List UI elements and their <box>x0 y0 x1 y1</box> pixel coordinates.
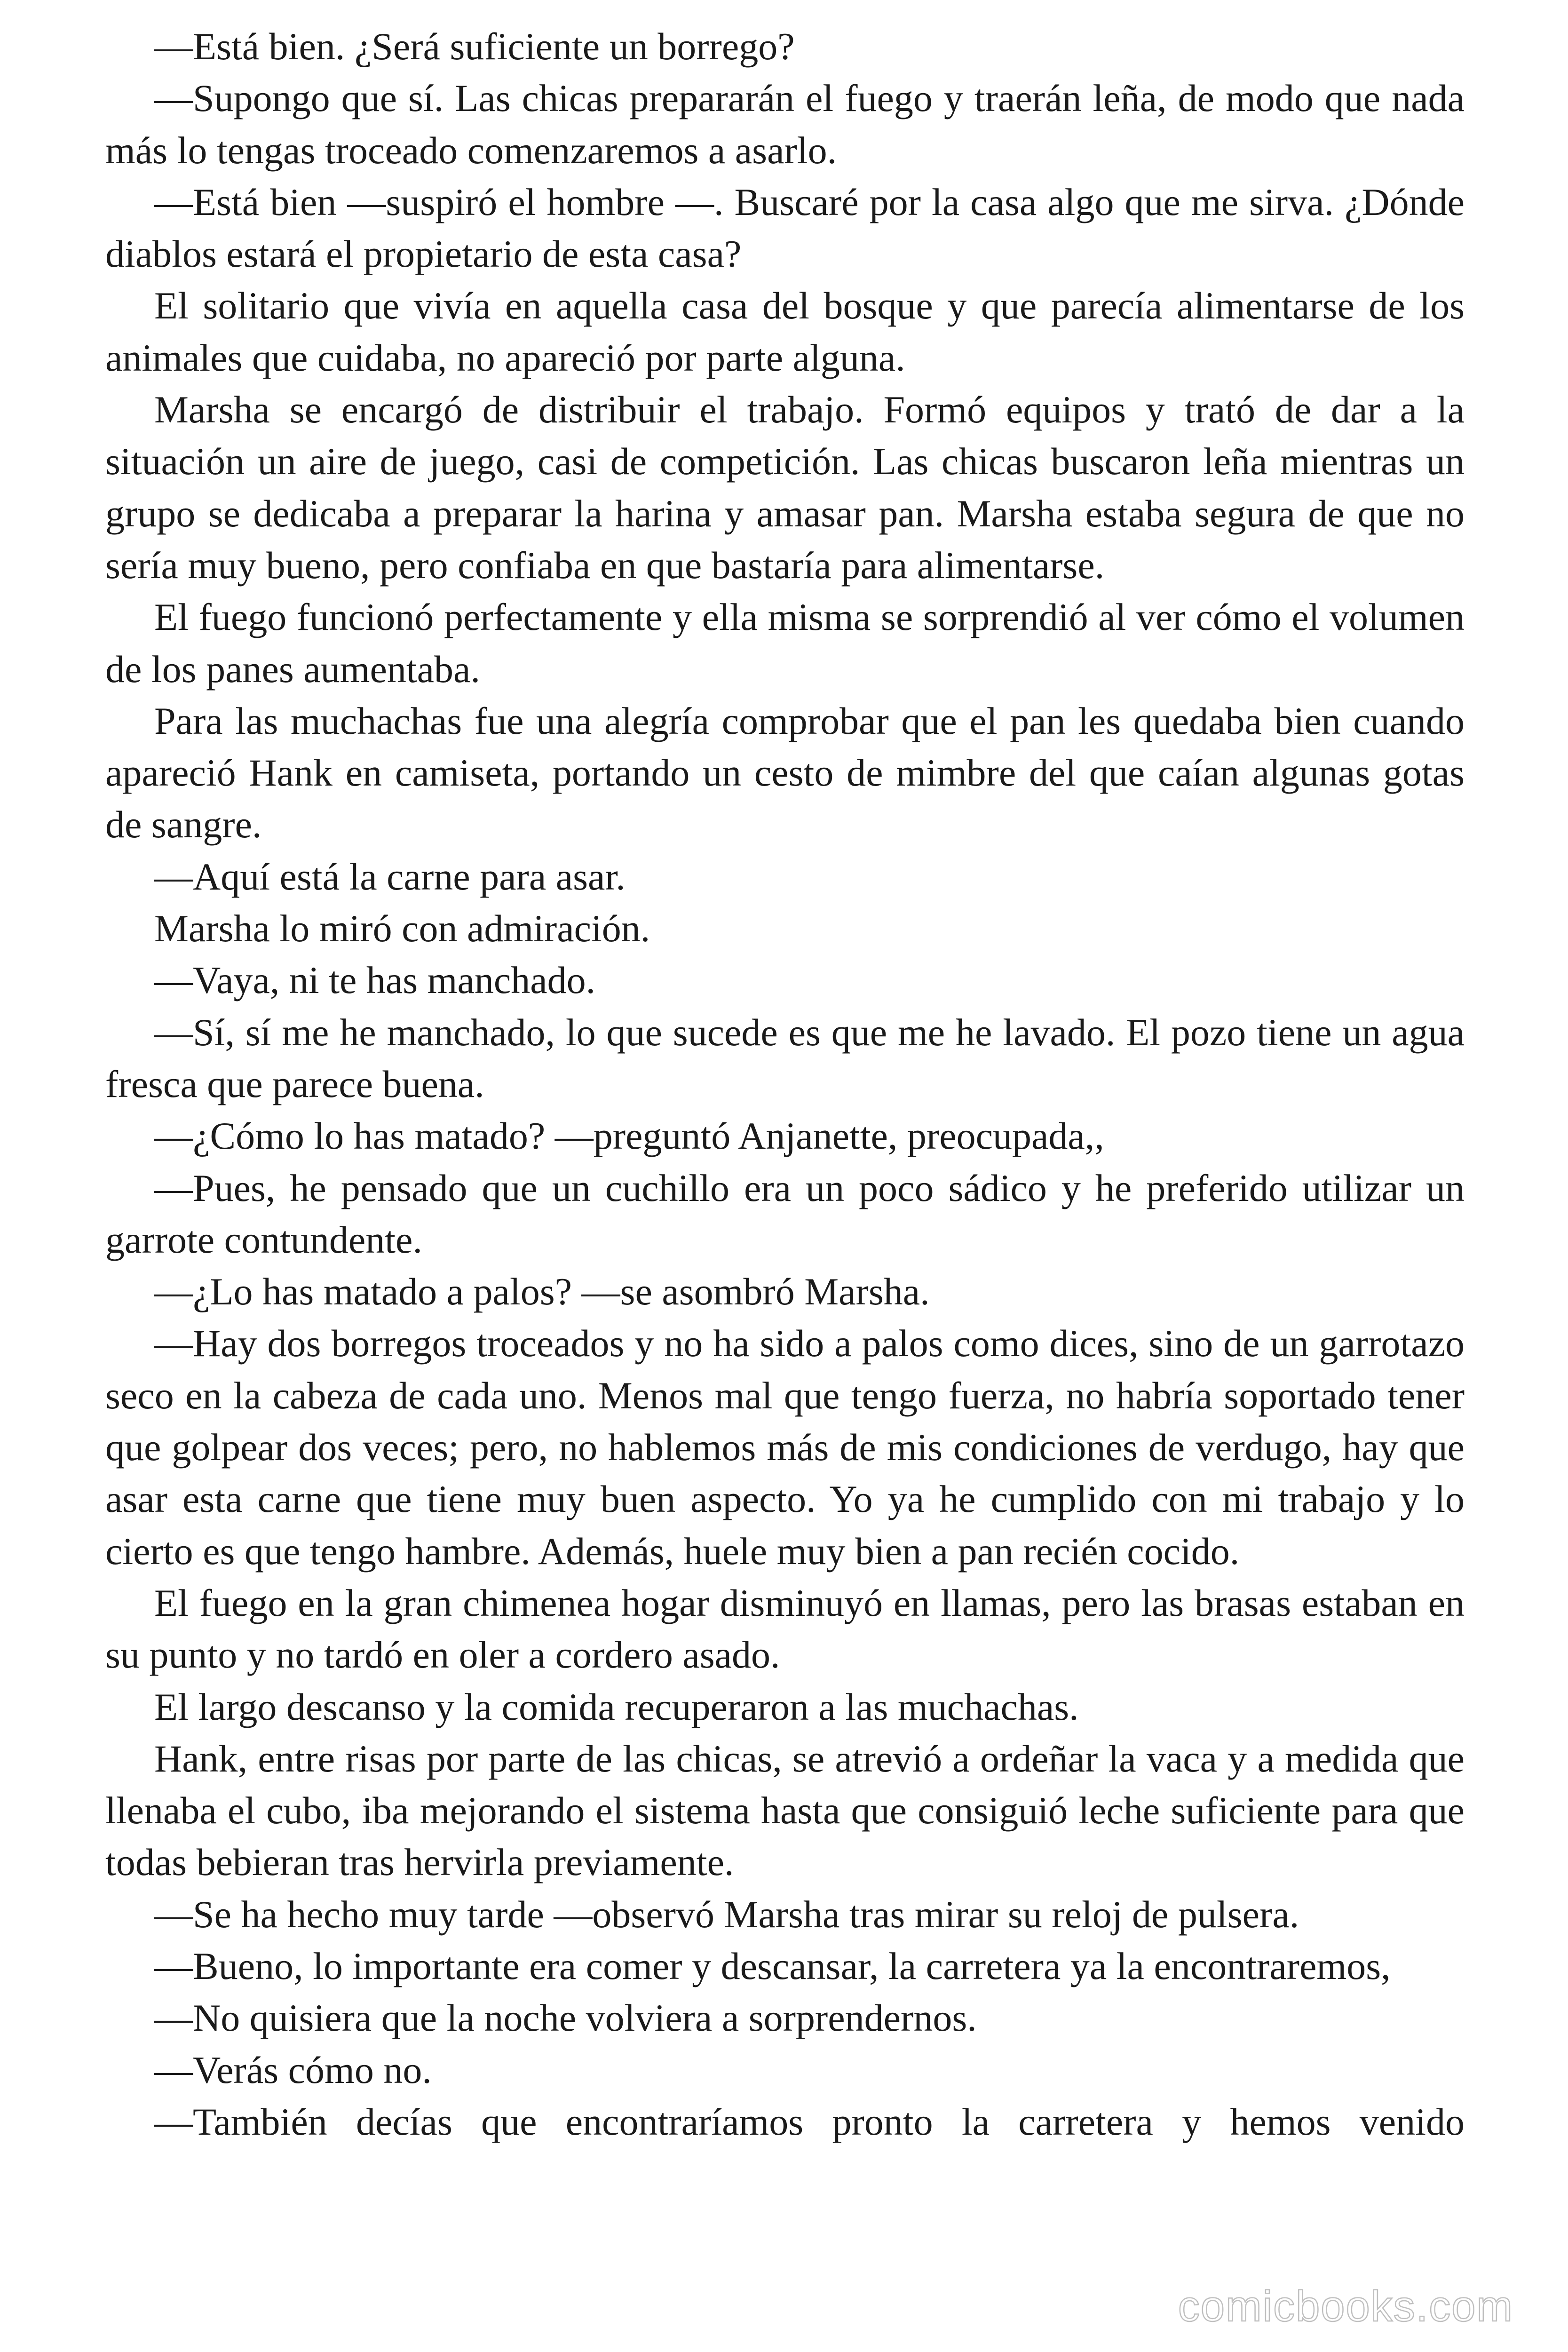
paragraph-12: —¿Cómo lo has matado? —preguntó Anjanette, preocupada,, <box>154 1114 1104 1158</box>
paragraph-14: —¿Lo has matado a palos? —se asombró Marsha. <box>154 1270 930 1313</box>
paragraph-4: El solitario que vivía en aquella casa del bosque y que parecía alimentarse de los animales que cuidaba, no apareció por parte alguna. <box>105 284 1465 379</box>
paragraph-5: Marsha se encargó de distribuir el trabajo. Formó equipos y trató de dar a la situación un aire de juego, casi de competición. Las chicas buscaron leña mientras un grupo se dedicaba a preparar la harina y amasar pan. Marsha estaba segura de que no sería muy bueno, pero confiaba en que bastaría para alimentarse. <box>105 388 1465 587</box>
paragraph-18: Hank, entre risas por parte de las chicas, se atrevió a ordeñar la vaca y a medida que llenaba el cubo, iba mejorando el sistema hasta que consiguió leche suficiente para que todas bebieran tras hervirla previamente. <box>105 1737 1465 1884</box>
paragraph-17: El largo descanso y la comida recuperaron a las muchachas. <box>154 1685 1079 1728</box>
paragraph-19: —Se ha hecho muy tarde —observó Marsha tras mirar su reloj de pulsera. <box>154 1892 1299 1936</box>
paragraph-1: —Está bien. ¿Será suficiente un borrego? <box>154 25 795 68</box>
paragraph-10: —Vaya, ni te has manchado. <box>154 959 596 1002</box>
paragraph-3: —Está bien —suspiró el hombre —. Buscaré por la casa algo que me sirva. ¿Dónde diablos estará el propietario de esta casa? <box>105 180 1465 276</box>
paragraph-21: —No quisiera que la noche volviera a sorprendernos. <box>154 1996 977 2040</box>
paragraph-7: Para las muchachas fue una alegría comprobar que el pan les quedaba bien cuando apareció Hank en camiseta, portando un cesto de mimbre del que caían algunas gotas de sangre. <box>105 699 1465 846</box>
paragraph-23: —También decías que encontraríamos pronto la carretera y hemos venido <box>154 2100 1465 2143</box>
paragraph-8: —Aquí está la carne para asar. <box>154 855 626 898</box>
paragraph-11: —Sí, sí me he manchado, lo que sucede es que me he lavado. El pozo tiene un agua fresca que parece buena. <box>105 1010 1465 1105</box>
watermark-logo: comicbooks.com <box>1178 2282 1513 2330</box>
paragraph-15: —Hay dos borregos troceados y no ha sido a palos como dices, sino de un garrotazo seco en la cabeza de cada uno. Menos mal que tengo fuerza, no habría soportado tener que golpear dos veces; pero, no hablemos más de mis condiciones de verdugo, hay que asar esta carne que tiene muy buen aspecto. Yo ya he cumplido con mi trabajo y lo cierto es que tengo hambre. Además, huele muy bien a pan recién cocido. <box>105 1322 1465 1573</box>
paragraph-2: —Supongo que sí. Las chicas prepararán el fuego y traerán leña, de modo que nada más lo tengas troceado comenzaremos a asarlo. <box>105 77 1465 172</box>
paragraph-22: —Verás cómo no. <box>154 2048 432 2091</box>
paragraph-20: —Bueno, lo importante era comer y descansar, la carretera ya la encontraremos, <box>154 1944 1391 1987</box>
paragraph-13: —Pues, he pensado que un cuchillo era un poco sádico y he preferido utilizar un garrote contundente. <box>105 1166 1465 1261</box>
page-body <box>105 21 1465 2148</box>
paragraph-9: Marsha lo miró con admiración. <box>154 907 650 950</box>
paragraph-6: El fuego funcionó perfectamente y ella misma se sorprendió al ver cómo el volumen de los panes aumentaba. <box>105 596 1465 691</box>
paragraph-16: El fuego en la gran chimenea hogar disminuyó en llamas, pero las brasas estaban en su punto y no tardó en oler a cordero asado. <box>105 1581 1465 1677</box>
